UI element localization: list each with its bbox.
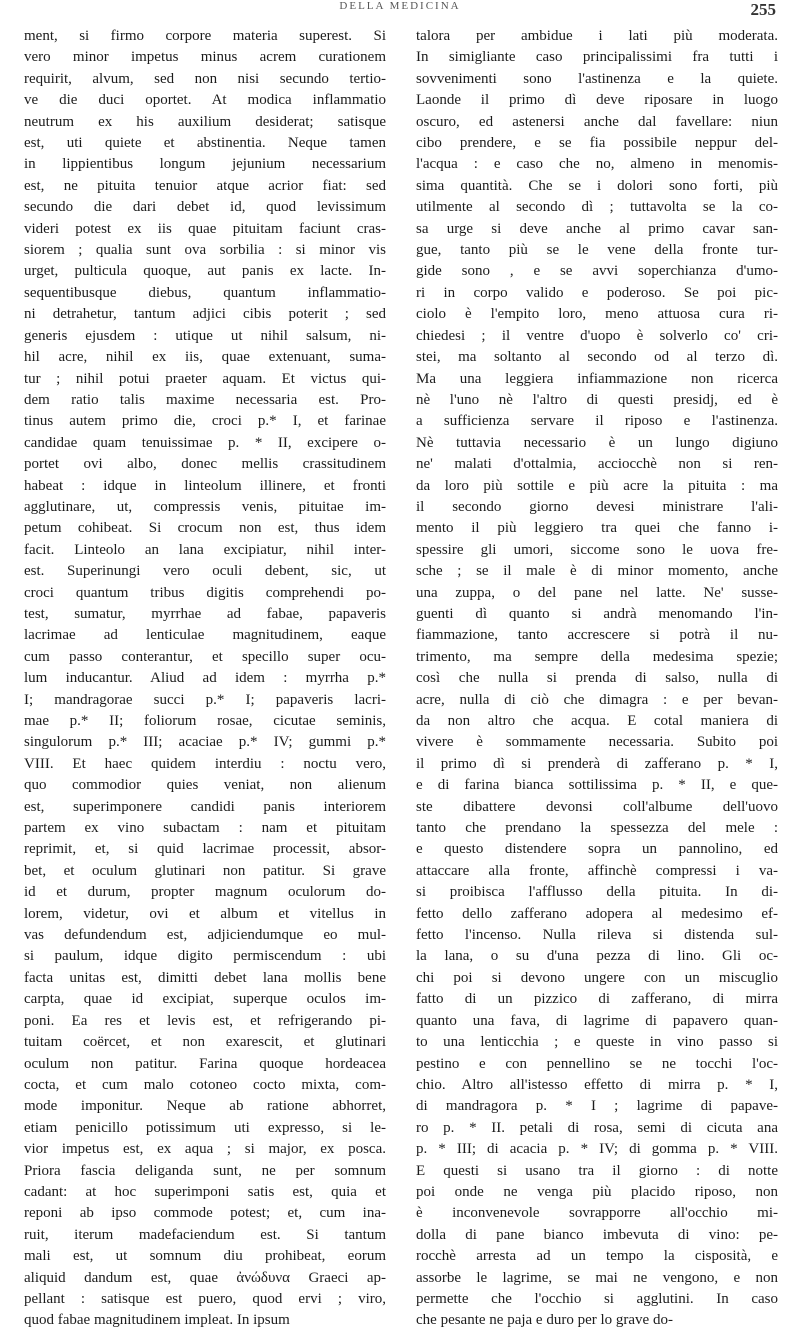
text-line: di mandragora p. * I ; lagrime di papave- <box>416 1098 778 1115</box>
text-line: tinus autem primo die, croci p.* I, et farinae <box>24 413 386 430</box>
text-line: habeat : idque in linteolum illinere, et fronti <box>24 477 386 494</box>
text-line: quanto una fava, di lagrime di papavero quan- <box>416 1012 778 1029</box>
text-line: sa urge si deve anche al primo cavar san- <box>416 220 778 237</box>
page-header <box>0 0 800 24</box>
text-line: ciolo è l'empito loro, meno attuosa cura ri- <box>416 306 778 323</box>
text-line: gide sono , e se avvi soperchianza d'umo- <box>416 263 778 280</box>
text-line: e di farina bianca sottilissima p. * II, e que- <box>416 777 778 794</box>
text-line: portet ovi albo, donec mellis crassitudinem <box>24 456 386 473</box>
text-line: croci quantum tribus digitis comprehendi po- <box>24 584 386 601</box>
text-line: petum cohibeat. Si crocum non est, thus idem <box>24 520 386 537</box>
text-line: lacrimae ad lenticulae magnitudinem, eaque <box>24 627 386 644</box>
page-number: 255 <box>750 0 776 19</box>
text-line: to una lenticchia ; e queste in vino passo si <box>416 1034 778 1051</box>
text-line: attaccare alla fronte, affinchè compressi i va- <box>416 862 778 879</box>
text-line: in lippientibus longum jejunium necessarium <box>24 156 386 173</box>
text-line: sequentibusque diebus, quantum inflammatio- <box>24 284 386 301</box>
text-line: etiam penicillo potissimum uti expresso, si le- <box>24 1119 386 1136</box>
text-line: fetto dello zafferano adopera al medesimo ef- <box>416 905 778 922</box>
text-line: a sufficienza servare il riposo e l'astinenza. <box>416 413 778 430</box>
text-line: cum passo conterantur, et specillo super ocu- <box>24 648 386 665</box>
text-line: hil acre, nihil ex iis, quae extenuant, suma- <box>24 349 386 366</box>
text-line: una zuppa, o del pane nel latte. Ne' susse- <box>416 584 778 601</box>
text-line: carpta, quae id excipiat, superque oculos im- <box>24 991 386 1008</box>
text-line: si proibisca l'afflusso della pituita. In di- <box>416 884 778 901</box>
text-line: cocta, et cum malo cotoneo cocto mixta, com- <box>24 1076 386 1093</box>
text-line: pellant : satisque est puero, quod ervi ; viro, <box>24 1290 386 1307</box>
text-line: est, superimponere candidi panis interiorem <box>24 798 386 815</box>
text-line: acre, nulla di ciò che dimagra : e per bevan- <box>416 691 778 708</box>
running-head: DELLA MEDICINA <box>339 0 461 12</box>
text-line: ste dibattere devonsi coll'albume dell'uovo <box>416 798 778 815</box>
text-line: nè l'uno nè l'altro di questi presidj, ed è <box>416 391 778 408</box>
text-line: trimento, ma sempre della medesima spezie; <box>416 648 778 665</box>
text-line: facta unitas est, dimitti debet lana mollis bene <box>24 969 386 986</box>
text-line: facit. Linteolo an lana excipiatur, nihil inter- <box>24 541 386 558</box>
text-line: è inconvenevole sovrapporre all'occhio mi- <box>416 1205 778 1222</box>
text-line: l'acqua : e caso che no, almeno in menomis- <box>416 156 778 173</box>
text-line: ment, si firmo corpore materia superest. Si <box>24 28 386 44</box>
text-line: vero minor impetus minus acrem curationem <box>24 49 386 66</box>
text-line: secundo die dari debet id, quod levissimum <box>24 199 386 216</box>
text-line: mode imponitur. Neque ab ratione abhorret, <box>24 1098 386 1115</box>
text-line: ri in corpo valido e poderoso. Se poi pic- <box>416 284 778 301</box>
text-line: lum inducantur. Aliud ad idem : myrrha p.* <box>24 670 386 687</box>
text-line: sovvenimenti sono l'astinenza e la quiete. <box>416 70 778 87</box>
text-line: id et durum, propter magnum oculorum do- <box>24 884 386 901</box>
text-line: test, sumatur, myrrhae ad fabae, papaveris <box>24 605 386 622</box>
text-line: Laonde il primo dì deve riposare in luogo <box>416 92 778 109</box>
text-line: tanto che prendano la spessezza del mele : <box>416 820 778 837</box>
text-line: gue, tanto più se le vene della fronte tur- <box>416 242 778 259</box>
text-line: fiammazione, tanto accrescere si potrà il nu- <box>416 627 778 644</box>
text-line: partem ex vino subactam : nam et pituitam <box>24 820 386 837</box>
text-line: In simigliante caso principalissimi fra tutti i <box>416 49 778 66</box>
text-line: mae p.* II; foliorum rosae, cicutae seminis, <box>24 713 386 729</box>
text-line: utilmente al secondo dì ; tuttavolta se la co- <box>416 199 778 216</box>
text-line: rocchè arresta ad un tempo la cisposità, e <box>416 1248 778 1265</box>
text-line: requirit, alvum, sed non nisi secundo tertio- <box>24 70 386 87</box>
text-line: agglutinare, ut, compressis venis, pituitae im- <box>24 498 386 515</box>
text-line: cibo prendere, e se fia possibile neppur del- <box>416 135 778 152</box>
text-line: dem ratio talis maxime necessaria est. Pro- <box>24 391 386 408</box>
text-line: Priora fascia deliganda sunt, ne per somnum <box>24 1162 386 1179</box>
text-line: est, uti quiete et abstinentia. Neque tamen <box>24 135 386 152</box>
text-line: permette che l'occhio si agglutini. In caso <box>416 1290 778 1307</box>
text-line: da non altro che acqua. E cotal maniera di <box>416 713 778 729</box>
text-line: quo commodior quies veniat, non alienum <box>24 777 386 794</box>
text-line: sima quantità. Che se i dolori sono forti, più <box>416 177 778 194</box>
text-line: il primo dì si prenderà di zafferano p. * I, <box>416 755 778 772</box>
text-line: aliquid dandum est, quae ἀνώδυνα Graeci ap- <box>24 1269 386 1286</box>
text-line: oculum non patitur. Farina quoque hordeacea <box>24 1055 386 1072</box>
text-line: I; mandragorae succi p.* I; papaveris lacri- <box>24 691 386 708</box>
text-line: ni detrahetur, tantum adjici cibis poterit ; sed <box>24 306 386 323</box>
text-line: ve die duci oportet. At modica inflammatio <box>24 92 386 109</box>
text-line: Ma una leggiera infiammazione non ricerca <box>416 370 778 387</box>
text-line: lorem, videtur, ovi et album et vitellus in <box>24 905 386 922</box>
text-line: la lana, o su d'una pezza di lino. Gli oc- <box>416 948 778 965</box>
text-line: E questi si usano tra il giorno : di notte <box>416 1162 778 1179</box>
text-line: si paulum, idque digito permiscendum : ubi <box>24 948 386 965</box>
text-line: vivere è sommamente necessaria. Subito poi <box>416 734 778 751</box>
text-line: p. * III; di acacia p. * IV; di gomma p. * VIII. <box>416 1141 778 1158</box>
text-line: mento il più leggiero tra quei che fanno i- <box>416 520 778 537</box>
text-line: reponi ab ipso commode potest; et, cum ina- <box>24 1205 386 1222</box>
text-line: generis ejusdem : utique ut nihil salsum, ni- <box>24 327 386 344</box>
text-line: ne' malati d'ottalmia, acciocchè non si ren- <box>416 456 778 473</box>
text-line: ro p. * II. petali di rosa, semi di cicuta ana <box>416 1119 778 1136</box>
text-line: spessire gli umori, siccome sono le uova fre- <box>416 541 778 558</box>
text-line: videri potest ex iis quae pituitam faciunt cras- <box>24 220 386 237</box>
text-line: siorem ; qualia sunt ova sorbilia : si minor vis <box>24 242 386 259</box>
text-line: tuitam coërcet, et non exarescit, et glutinari <box>24 1034 386 1051</box>
text-line: mali est, ut somnum diu prohibeat, eorum <box>24 1248 386 1265</box>
text-line: Nè tuttavia necessario è un lungo digiuno <box>416 434 778 451</box>
text-line: candidae quam tenuissimae p. * II, excipere o- <box>24 434 386 451</box>
text-line: tur ; nihil potui praeter aquam. Et victus qui- <box>24 370 386 387</box>
text-line: cadant: at hoc superimponi satis est, quia et <box>24 1183 386 1200</box>
text-line: VIII. Et haec quidem interdiu : noctu vero, <box>24 755 386 772</box>
latin-text-column <box>24 26 386 1332</box>
text-line: poni. Ea res et levis est, et refrigerando pi- <box>24 1012 386 1029</box>
text-line: reprimit, et, si quid lacrimae processit, absor- <box>24 841 386 858</box>
text-line: fetto l'incenso. Nulla rileva si distenda sul- <box>416 927 778 944</box>
italian-translation-column <box>416 26 778 1332</box>
text-line: che pesante ne paja e duro per lo grave do- <box>416 1312 673 1329</box>
text-line: vior impetus est, ex aqua ; si major, ex posca. <box>24 1141 386 1158</box>
text-line: fatto di un pizzico di zafferano, di mirra <box>416 991 778 1008</box>
text-line: urget, pulticula quoque, aut panis ex lacte. In- <box>24 263 386 280</box>
text-line: così che nulla si prenda di salso, nulla di <box>416 670 778 687</box>
text-line: bet, et oculum glutinari non patitur. Si grave <box>24 862 386 879</box>
text-line: pestino e con pennellino se ne tocchi l'oc- <box>416 1055 778 1072</box>
text-line: singulorum p.* III; acaciae p.* IV; gummi p.* <box>24 734 386 751</box>
text-line: neutrum ex his auxilium desiderat; satisque <box>24 113 386 130</box>
text-line: quod fabae magnitudinem impleat. In ipsum <box>24 1312 290 1329</box>
text-line: e questo distendere sopra un pannolino, ed <box>416 841 778 858</box>
text-line: sche ; se il male è di minor momento, anche <box>416 563 778 580</box>
text-line: ruit, iterum madefaciendum est. Si tantum <box>24 1226 386 1243</box>
text-line: chio. Altro all'istesso effetto di mirra p. * I, <box>416 1076 778 1093</box>
text-line: stei, ma soltanto al secondo od al terzo dì. <box>416 349 778 366</box>
text-line: poi onde ne venga più placido riposo, non <box>416 1183 778 1200</box>
text-line: il secondo giorno devesi ministrare l'ali- <box>416 498 778 515</box>
text-line: oscuro, ed astenersi anche dal favellare: niun <box>416 113 778 130</box>
text-line: assorbe le lagrime, se mai ne vengono, e non <box>416 1269 778 1286</box>
text-line: chi poi si devono ungere con un miscuglio <box>416 969 778 986</box>
text-line: est, ne pituita tenuior atque acrior fiat: sed <box>24 177 386 194</box>
text-line: vas defundendum est, adjiciendumque eo mul- <box>24 927 386 944</box>
text-line: dolla di pane bianco imbevuta di vino: pe- <box>416 1226 778 1243</box>
text-line: guenti dì quanto si andrà menomando l'in- <box>416 605 778 622</box>
text-line: da loro più sottile e più acre la pituita : ma <box>416 477 778 494</box>
text-line: talora per ambidue i lati più moderata. <box>416 28 778 44</box>
text-line: est. Superinungi vero oculi debent, sic, ut <box>24 563 386 580</box>
text-line: chiedesi ; il ventre d'uopo è solverlo co' cri- <box>416 327 778 344</box>
